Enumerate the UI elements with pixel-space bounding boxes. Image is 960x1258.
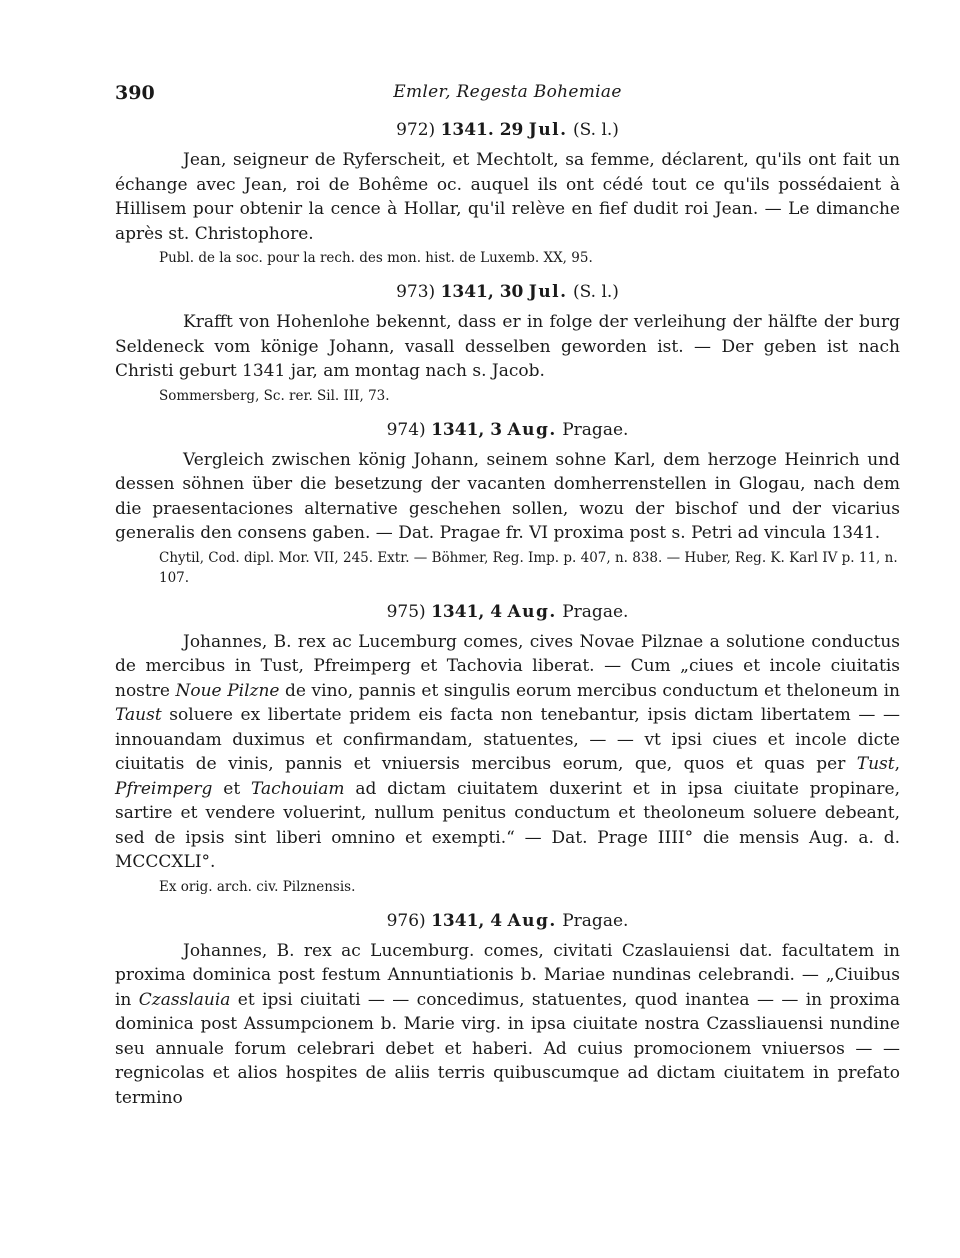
entry-number: 975) — [386, 601, 426, 622]
entry-body-italic: Czasslauia — [138, 989, 231, 1010]
entries-list — [115, 118, 900, 1110]
entry-source: Publ. de la soc. pour la rech. des mon. hist. de Luxemb. XX, 95. — [159, 250, 593, 266]
entry-source: Sommersberg, Sc. rer. Sil. III, 73. — [159, 387, 390, 404]
entry-body-text: ad dictam ciuitatem duxerint et in ipsa ciuitate propinare, sartire et vendere voluerint, nullum penitus conductum et theoloneum soluere debeant, sed de ipsis sint liberi omnino et exempti.“ — Dat. Prage IIII° die mensis Aug. a. d. MCCCXLI°. — [115, 778, 900, 872]
entry-place: Pragae. — [562, 910, 629, 931]
entry-place: Pragae. — [562, 601, 629, 622]
regest-entry — [115, 118, 900, 268]
entry-source: Chytil, Cod. dipl. Mor. VII, 245. Extr. — Böhmer, Reg. Imp. p. 407, n. 838. — Huber, Reg. K. Karl IV p. 11, n. 107. — [159, 549, 898, 586]
running-head — [115, 78, 900, 108]
entry-body-text: Krafft von Hohenlohe bekennt, dass er in folge der verleihung der hälfte der burg Seldeneck vom könige Johann, vasall desselben geworden ist. — Der geben ist nach Christi geburt 1341 jar, am montag nach s. Jacob. — [115, 312, 900, 381]
entry-body-text: et — [212, 778, 251, 799]
entry-month: Jul. — [528, 120, 568, 140]
entry-number: 976) — [386, 910, 426, 931]
entry-body-text: Jean, seigneur de Ryferscheit, et Mechtolt, sa femme, déclarent, qu'ils ont fait un échange avec Jean, roi de Bohême oc. auquel ils ont cédé tout ce qu'ils possédaient à Hillisem pour obtenir la cence à Hollar, qu'il relève en fief dudit roi Jean. — Le dimanche après st. Christophore. — [115, 150, 900, 244]
entry-number: 973) — [396, 282, 436, 302]
entry-body-italic: Noue Pilzne — [175, 680, 280, 701]
entry-heading — [115, 280, 900, 304]
entry-body-text: de vino, pannis et singulis eorum mercibus conductum et theloneum in — [279, 680, 900, 701]
entry-heading — [115, 600, 900, 624]
regest-entry — [115, 909, 900, 1111]
document-page — [115, 78, 900, 1110]
entry-body-italic: Tust — [856, 754, 895, 774]
entry-date: 1341. 29 — [440, 120, 524, 140]
entry-body-italic: Taust — [115, 705, 162, 725]
entry-month: Aug. — [507, 601, 557, 622]
entry-source: Ex orig. arch. civ. Pilznensis. — [159, 878, 356, 895]
entry-body — [115, 939, 900, 1111]
entry-body-text: , — [894, 754, 900, 774]
entry-body — [115, 448, 900, 546]
entry-heading — [115, 909, 900, 933]
entry-month: Aug. — [507, 419, 557, 440]
entry-number: 974) — [386, 419, 426, 440]
page-number: 390 — [115, 82, 155, 104]
entry-body — [115, 630, 900, 875]
entry-number: 972) — [396, 120, 436, 140]
regest-entry — [115, 418, 900, 588]
entry-month: Jul. — [528, 282, 568, 302]
regest-entry — [115, 600, 900, 897]
entry-body-italic: Tachouiam — [251, 778, 345, 799]
entry-body-italic: Pfreimperg — [115, 778, 213, 799]
entry-heading — [115, 418, 900, 442]
entry-body-text: Johannes, B. rex ac Lucemburg. comes, civitati Czaslauiensi dat. facultatem in proxima dominica post festum Annuntiationis b. Mariae nundinas celebrandi. — „Ciuibus in — [115, 940, 900, 1010]
entry-place: (S. l.) — [572, 120, 619, 140]
entry-date: 1341, 4 — [431, 601, 503, 622]
entry-body — [115, 310, 900, 384]
regest-entry — [115, 280, 900, 406]
entry-date: 1341, 3 — [431, 419, 503, 440]
entry-body — [115, 148, 900, 246]
entry-heading — [115, 118, 900, 142]
entry-body-text: Vergleich zwischen könig Johann, seinem sohne Karl, dem herzoge Heinrich und dessen söhnen über die besetzung der vacanten domherrenstellen in Glogau, nach dem die praesentaciones alternative geschehen sollen, wozu der bischof und der vicarius generalis den consens gaben. — Dat. Pragae fr. VI proxima post s. Petri ad vincula 1341. — [115, 449, 900, 543]
entry-month: Aug. — [507, 910, 557, 931]
entry-body-text: Johannes, B. rex ac Lucemburg comes, cives Novae Pilznae a solutione conductus de mercibus in Tust, Pfreimperg et Tachovia liberat. — Cum „ciues et incole ciuitatis nostre — [115, 631, 900, 701]
entry-date: 1341, 30 — [440, 282, 524, 302]
entry-body-text: soluere ex libertate pridem eis facta non tenebantur, ipsis dictam libertatem — — innouandam duximus et confirmandam, statuentes, — — vt ipsi ciues et incole dicte ciuitatis de vinis, pannis et vniuersis mercibus eorum, que, quos et quas per — [115, 705, 900, 774]
running-title: Emler, Regesta Bohemiae — [393, 82, 622, 102]
entry-place: Pragae. — [562, 419, 629, 440]
entry-date: 1341, 4 — [431, 910, 503, 931]
entry-body-text: et ipsi ciuitati — — concedimus, statuentes, quod inantea — — in proxima dominica post Assumpcionem b. Marie virg. in ipsa ciuitate nostra Czassliauensi nundine seu annuale forum celebrari debet et haberi. Ad cuius promocionem vniuersos — — regnicolas et alios hospites de aliis terris quibuscumque ad dictam ciuitatem in prefato termino — [115, 989, 901, 1108]
entry-place: (S. l.) — [572, 282, 619, 302]
